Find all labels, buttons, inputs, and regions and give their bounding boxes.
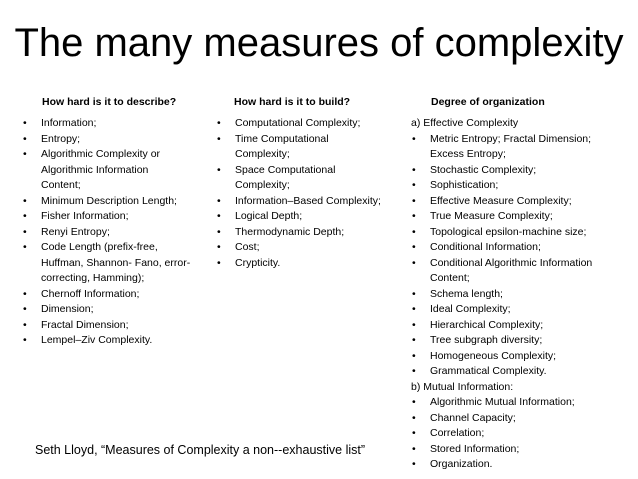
- list-item: [411, 209, 633, 225]
- list-item: [411, 426, 633, 442]
- list-item-text: Organization.: [430, 458, 493, 470]
- list-item-text: Complexity;: [235, 148, 290, 160]
- section-mutual-information: b) Mutual Information:: [411, 380, 514, 393]
- list-item: [22, 225, 212, 241]
- list-item-text: Crypticity.: [235, 256, 281, 269]
- list-item: [411, 457, 633, 473]
- list-item: [411, 178, 633, 194]
- list-item: [411, 287, 633, 303]
- list-item: [22, 240, 212, 287]
- list-item-text: Grammatical Complexity.: [430, 365, 547, 377]
- bullet-icon: •: [412, 349, 416, 362]
- effective-complexity-list: [411, 132, 633, 380]
- list-item-text: Schema length;: [430, 287, 503, 300]
- list-item-text: Correlation;: [430, 427, 485, 439]
- list-item-text: True Measure Complexity;: [430, 210, 553, 222]
- list-item: [411, 163, 633, 179]
- bullet-icon: •: [412, 241, 416, 253]
- bullet-icon: •: [23, 210, 27, 222]
- list-item: [411, 411, 633, 427]
- bullet-icon: •: [217, 241, 221, 253]
- list-item: [22, 132, 212, 148]
- bullet-icon: •: [412, 458, 416, 470]
- list-item-text: Content;: [41, 179, 81, 191]
- list-item-text: Channel Capacity;: [430, 411, 516, 424]
- list-item: [411, 194, 633, 210]
- list-item-text: Sophistication;: [430, 179, 499, 191]
- bullet-icon: •: [23, 225, 27, 238]
- list-item-text: Homogeneous Complexity;: [430, 349, 557, 362]
- list-item-text: Hierarchical Complexity;: [430, 318, 544, 331]
- list-item-text: Minimum Description Length;: [41, 194, 177, 207]
- organization-measures-list: [411, 116, 633, 473]
- list-item-text: Algorithmic Complexity or: [41, 148, 161, 160]
- list-item-text: Ideal Complexity;: [430, 303, 511, 315]
- list-item-text: Thermodynamic Depth;: [235, 225, 345, 238]
- list-item: [22, 194, 212, 210]
- list-item: [22, 333, 212, 349]
- bullet-icon: •: [217, 194, 221, 207]
- list-item-text: Cost;: [235, 241, 260, 253]
- list-item: [411, 442, 633, 458]
- list-item-text: Dimension;: [41, 303, 94, 315]
- bullet-icon: •: [23, 194, 27, 207]
- bullet-icon: •: [217, 132, 221, 145]
- bullet-icon: •: [412, 225, 416, 238]
- bullet-icon: •: [412, 411, 416, 424]
- list-item: [216, 116, 406, 132]
- bullet-icon: •: [23, 148, 27, 160]
- list-item: [411, 364, 633, 380]
- list-item-text: Entropy;: [41, 132, 81, 145]
- bullet-icon: •: [412, 442, 416, 455]
- citation: Seth Lloyd, “Measures of Complexity a non--exhaustive list”: [35, 443, 366, 457]
- list-item-text: Topological epsilon-machine size;: [430, 225, 587, 238]
- list-item: [216, 256, 406, 272]
- bullet-icon: •: [23, 117, 27, 129]
- bullet-icon: •: [412, 318, 416, 331]
- bullet-icon: •: [412, 287, 416, 300]
- bullet-icon: •: [23, 241, 27, 253]
- list-item-text: Algorithmic Mutual Information;: [430, 396, 575, 408]
- bullet-icon: •: [412, 303, 416, 315]
- column-header-describe: How hard is it to describe?: [42, 96, 177, 108]
- list-item-text: Information–Based Complexity;: [235, 194, 381, 207]
- list-item-text: correcting, Hamming);: [41, 272, 145, 284]
- list-item-text: Algorithmic Information: [41, 163, 149, 176]
- list-item: [411, 349, 633, 365]
- column-header-organization: Degree of organization: [431, 96, 545, 108]
- bullet-icon: •: [23, 334, 27, 346]
- list-item: [216, 225, 406, 241]
- bullet-icon: •: [217, 210, 221, 222]
- list-item: [22, 147, 212, 194]
- list-item: [22, 209, 212, 225]
- bullet-icon: •: [412, 365, 416, 377]
- bullet-icon: •: [23, 318, 27, 331]
- bullet-icon: •: [217, 117, 221, 129]
- slide-title: The many measures of complexity: [14, 21, 624, 65]
- list-item-text: Tree subgraph diversity;: [430, 334, 543, 346]
- list-item-text: Content;: [430, 272, 470, 284]
- bullet-icon: •: [412, 194, 416, 207]
- section-effective-complexity: a) Effective Complexity: [411, 117, 519, 129]
- list-item-text: Renyi Entropy;: [41, 225, 110, 238]
- list-item: [411, 256, 633, 287]
- list-item: [216, 132, 406, 163]
- list-item-text: Chernoff Information;: [41, 287, 140, 300]
- list-item-text: Stochastic Complexity;: [430, 163, 537, 176]
- list-item: [216, 240, 406, 256]
- list-item: [216, 209, 406, 225]
- list-item-text: Lempel–Ziv Complexity.: [41, 334, 153, 346]
- list-item-text: Excess Entropy;: [430, 148, 506, 160]
- column-header-build: How hard is it to build?: [234, 96, 351, 108]
- bullet-icon: •: [217, 163, 221, 176]
- list-item: [411, 302, 633, 318]
- bullet-icon: •: [412, 179, 416, 191]
- list-item: [411, 318, 633, 334]
- list-item: [216, 163, 406, 194]
- list-item: [411, 225, 633, 241]
- bullet-icon: •: [412, 334, 416, 346]
- list-item-text: Information;: [41, 117, 97, 129]
- bullet-icon: •: [23, 132, 27, 145]
- bullet-icon: •: [412, 256, 416, 269]
- list-item: [22, 116, 212, 132]
- list-item-text: Code Length (prefix-free,: [41, 241, 158, 253]
- list-item-text: Computational Complexity;: [235, 117, 361, 129]
- list-item-text: Logical Depth;: [235, 210, 303, 222]
- list-item: [216, 194, 406, 210]
- list-item-text: Huffman, Shannon- Fano, error-: [41, 256, 191, 269]
- list-item-text: Conditional Algorithmic Information: [430, 256, 593, 269]
- list-item-text: Space Computational: [235, 163, 336, 176]
- list-item-text: Fractal Dimension;: [41, 318, 129, 331]
- list-item-text: Complexity;: [235, 179, 290, 191]
- bullet-icon: •: [23, 287, 27, 300]
- list-item-text: Time Computational: [235, 132, 329, 145]
- list-item: [22, 318, 212, 334]
- list-item-text: Effective Measure Complexity;: [430, 194, 572, 207]
- describe-measures-list: [22, 116, 212, 349]
- bullet-icon: •: [412, 396, 416, 408]
- build-measures-list: [216, 116, 406, 271]
- bullet-icon: •: [23, 303, 27, 315]
- bullet-icon: •: [412, 210, 416, 222]
- bullet-icon: •: [217, 256, 221, 269]
- bullet-icon: •: [412, 163, 416, 176]
- mutual-information-list: [411, 395, 633, 473]
- bullet-icon: •: [412, 427, 416, 439]
- bullet-icon: •: [412, 132, 416, 145]
- bullet-icon: •: [217, 225, 221, 238]
- list-item: [411, 333, 633, 349]
- list-item-text: Stored Information;: [430, 442, 520, 455]
- list-item-text: Conditional Information;: [430, 241, 541, 253]
- list-item-text: Fisher Information;: [41, 210, 129, 222]
- list-item: [411, 395, 633, 411]
- list-item: [411, 132, 633, 163]
- list-item-text: Metric Entropy; Fractal Dimension;: [430, 132, 592, 145]
- list-item: [22, 302, 212, 318]
- list-item: [411, 240, 633, 256]
- list-item: [22, 287, 212, 303]
